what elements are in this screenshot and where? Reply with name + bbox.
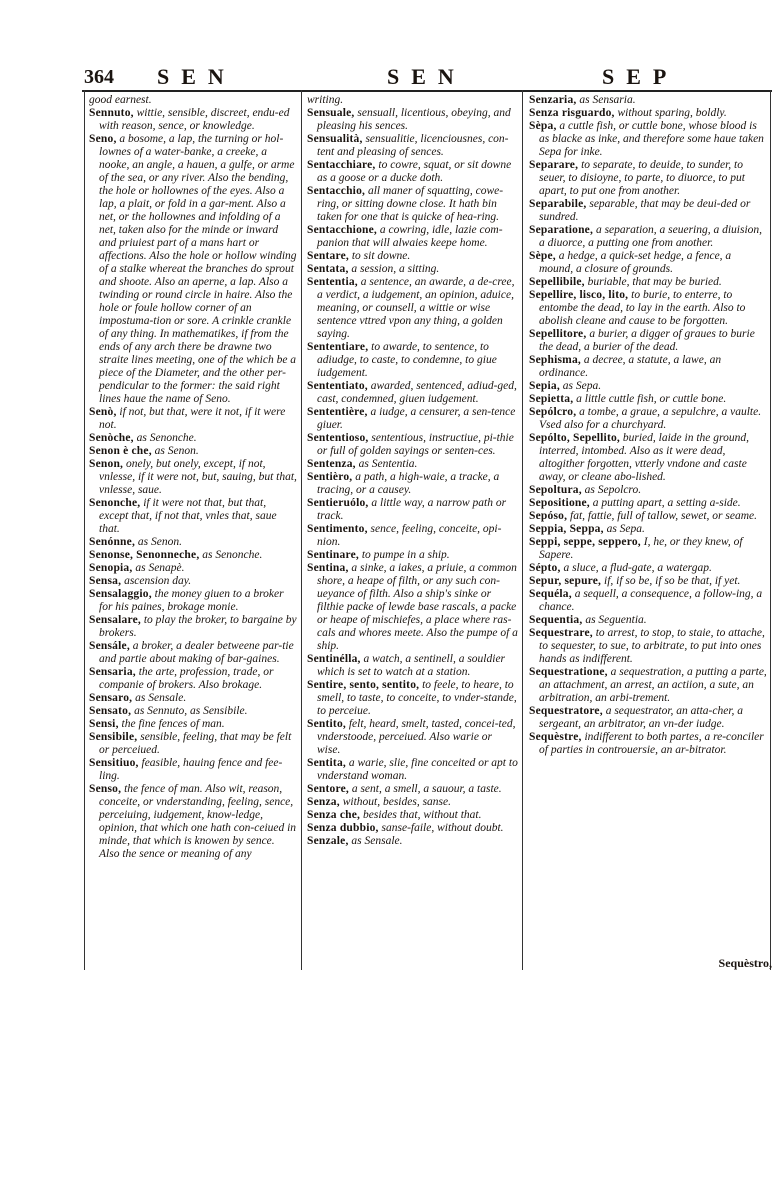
entry-definition: sensible, feeling, that may be felt or perceiued. (99, 731, 292, 756)
entry-definition: sence, feeling, conceite, opi-nion. (317, 523, 502, 548)
entry-definition: as Senon. (135, 536, 182, 548)
entry-definition: to play the broker, to bargaine by brokers. (99, 614, 297, 639)
entry-headword: Sequestratione, (529, 666, 608, 678)
entry-headword: Sensále, (89, 640, 130, 652)
dictionary-entry (529, 354, 767, 380)
dictionary-entry (89, 536, 297, 549)
entry-definition: a little way, a narrow path or track. (317, 497, 507, 522)
entry-headword: Sequèstre, (529, 731, 582, 743)
dictionary-entry (529, 406, 767, 432)
dictionary-entry (89, 575, 297, 588)
dictionary-entry (89, 133, 297, 406)
entry-definition: I, he, or they knew, of Sapere. (539, 536, 743, 561)
dictionary-entry (529, 289, 767, 328)
running-head-right: SEP (602, 64, 679, 89)
dictionary-entry (307, 653, 518, 679)
entry-headword: Senon, (89, 458, 124, 470)
entry-headword: Sententioso, (307, 432, 369, 444)
entry-headword: Sèpe, (529, 250, 556, 262)
entry-definition: as Sententia. (355, 458, 418, 470)
entry-definition: as Senapè. (132, 562, 185, 574)
entry-definition: a sinke, a iakes, a priuie, a common shore, a heape of filth, or any such con-ueyance of filth. Also a ship's sinke or filthie packe of lewde base rascals, a packe or heape of mischiefes, a place where ras-cals and whores meete. Also the pumpe of a ship. (317, 562, 518, 652)
dictionary-entry (529, 276, 767, 289)
dictionary-entry (307, 224, 518, 250)
entry-headword: Senza dubbio, (307, 822, 379, 834)
entry-headword: Sentare, (307, 250, 349, 262)
entry-definition: a iudge, a censurer, a sen-tence giuer. (317, 406, 516, 431)
entry-definition: the arte, profession, trade, or companie of brokers. Also brokage. (99, 666, 274, 691)
dictionary-entry (89, 562, 297, 575)
entry-definition: a sequestrator, an atta-cher, a sergeant, an arbitrator, an vn-der iudge. (539, 705, 744, 730)
dictionary-entry (529, 588, 767, 614)
dictionary-entry (89, 406, 297, 432)
dictionary-entry (89, 718, 297, 731)
entry-definition: if not, but that, were it not, if it were not. (99, 406, 286, 431)
entry-definition: as Senonche. (199, 549, 263, 561)
entry-headword: Sepia, (529, 380, 560, 392)
dictionary-entry (529, 159, 767, 198)
entry-definition: a cowring, idle, lazie com-panion that will alwaies keepe home. (317, 224, 503, 249)
column-rule-left (84, 90, 85, 970)
entry-headword: Sepoltura, (529, 484, 582, 496)
entry-definition: buriable, that may be buried. (584, 276, 722, 288)
dictionary-entry (307, 458, 518, 471)
entry-definition: sensualitie, licenciousnes, con-tent and pleasing of sences. (317, 133, 509, 158)
column-2 (307, 94, 518, 848)
entry-definition: as Sensale. (132, 692, 187, 704)
entry-headword: Sephisma, (529, 354, 581, 366)
entry-headword: Sentacchio, (307, 185, 366, 197)
entry-headword: Separabile, (529, 198, 587, 210)
dictionary-entry (307, 523, 518, 549)
entry-headword: Sentenza, (307, 458, 356, 470)
entry-headword: Senso, (89, 783, 122, 795)
entry-headword: Sequéla, (529, 588, 572, 600)
entry-definition: a warie, slie, fine conceited or apt to vnderstand woman. (317, 757, 518, 782)
entry-headword: Sentacchione, (307, 224, 377, 236)
catchword: Sequèstro, (718, 956, 772, 970)
dictionary-entry (529, 224, 767, 250)
entry-headword: Sentimento, (307, 523, 368, 535)
entry-headword: Senon è che, (89, 445, 152, 457)
entry-definition: wittie, sensible, discreet, endu-ed with reason, sence, or knowledge. (99, 107, 290, 132)
dictionary-page (82, 60, 772, 1020)
dictionary-entry (89, 549, 297, 562)
entry-definition: a sentence, an awarde, a de-cree, a verdict, a iudgement, an opinion, aduice, meaning, or counsell, a wittie or wise sentence vttred vpon any thing, a golden saying. (317, 276, 515, 340)
entry-headword: Sensaro, (89, 692, 133, 704)
entry-definition: a sluce, a flud-gate, a watergap. (560, 562, 712, 574)
dictionary-entry (89, 731, 297, 757)
entry-headword: Sentièro, (307, 471, 353, 483)
entry-headword: Sentinare, (307, 549, 359, 561)
entry-headword: Sensaria, (89, 666, 136, 678)
dictionary-entry (89, 640, 297, 666)
entry-definition: the fine fences of man. (118, 718, 225, 730)
entry-headword: Senopia, (89, 562, 133, 574)
entry-headword: Sépto, (529, 562, 561, 574)
entry-headword: Seppia, Seppa, (529, 523, 604, 535)
entry-definition: awarded, sentenced, adiud-ged, cast, condemned, giuen iudgement. (317, 380, 517, 405)
entry-definition: a sequestration, a putting a parte, an attachment, an arrest, an actiion, a sute, an arbitration, an arbi-trement. (539, 666, 767, 704)
entry-definition: felt, heard, smelt, tasted, concei-ted, vnderstoode, perceiued. Also warie or wise. (317, 718, 516, 756)
entry-headword: Sensa, (89, 575, 122, 587)
entry-definition: good earnest. (89, 94, 152, 106)
entry-headword: Sepólcro, (529, 406, 577, 418)
dictionary-entry (529, 523, 767, 536)
dictionary-entry (529, 575, 767, 588)
dictionary-entry (529, 562, 767, 575)
entry-headword: Sepietta, (529, 393, 574, 405)
entry-definition: the fence of man. Also wit, reason, conceite, or vnderstanding, feeling, sence, perceiuing, iudgement, know-ledge, opinion, that which one hath con-ceiued in minde, that which is knowen by sence. Also the sence or meaning of any (99, 783, 297, 860)
column-rule-1 (301, 90, 302, 970)
entry-definition: a decree, a statute, a lawe, an ordinance. (539, 354, 722, 379)
page-number: 364 (84, 66, 114, 88)
dictionary-entry (307, 835, 518, 848)
entry-headword: Sententiato, (307, 380, 368, 392)
dictionary-entry (529, 250, 767, 276)
entry-headword: Sentire, sento, sentito, (307, 679, 420, 691)
dictionary-entry (529, 432, 767, 484)
entry-headword: Sequentia, (529, 614, 583, 626)
dictionary-entry (307, 497, 518, 523)
dictionary-entry (529, 614, 767, 627)
entry-definition: buried, laide in the ground, interred, intombed. Also as it were dead, altogither forgotten, vtterly vndone and caste away, or cleane abo-lished. (539, 432, 749, 483)
entry-headword: Sensato, (89, 705, 132, 717)
dictionary-entry (307, 380, 518, 406)
dictionary-entry (89, 432, 297, 445)
header-rule (82, 90, 772, 92)
entry-definition: to burie, to enterre, to entombe the dead, to lay in the earth. Also to abolish cleane and cause to be forgotten. (539, 289, 746, 327)
entry-headword: Senza, (307, 796, 340, 808)
entry-definition: to pumpe in a ship. (358, 549, 450, 561)
entry-headword: Sepur, sepure, (529, 575, 602, 587)
dictionary-entry (307, 549, 518, 562)
dictionary-entry (529, 497, 767, 510)
entry-headword: Sensitiuo, (89, 757, 139, 769)
dictionary-entry (89, 757, 297, 783)
entry-definition: a separation, a seuering, a diuision, a diuorce, a putting one from another. (539, 224, 763, 249)
entry-headword: Sensi, (89, 718, 119, 730)
entry-headword: Sensuale, (307, 107, 355, 119)
entry-definition: besides that, without that. (360, 809, 482, 821)
entry-headword: Sensalare, (89, 614, 141, 626)
entry-headword: Sepellitore, (529, 328, 587, 340)
entry-definition: as Sennuto, as Sensibile. (131, 705, 248, 717)
dictionary-entry (307, 276, 518, 341)
dictionary-entry (529, 120, 767, 159)
dictionary-entry (529, 510, 767, 523)
dictionary-entry (307, 185, 518, 224)
entry-definition: as Sensale. (348, 835, 403, 847)
entry-definition: as Senonche. (133, 432, 197, 444)
dictionary-entry (307, 263, 518, 276)
entry-definition: onely, but onely, except, if not, vnlesse, if it were not, but, sauing, but that, vnlesse, saue. (99, 458, 297, 496)
running-head-center: SEN (387, 64, 466, 89)
dictionary-entry (307, 133, 518, 159)
entry-definition: to cowre, squat, or sit downe as a goose or a ducke doth. (317, 159, 512, 184)
entry-definition: a burier, a digger of graues to burie the dead, a burier of the dead. (539, 328, 755, 353)
entry-headword: Senonse, Senonneche, (89, 549, 200, 561)
entry-definition: a sent, a smell, a sauour, a taste. (348, 783, 502, 795)
entry-definition: a session, a sitting. (348, 263, 440, 275)
entry-headword: Sepositione, (529, 497, 590, 509)
entry-headword: Seno, (89, 133, 117, 145)
entry-headword: Sennuto, (89, 107, 134, 119)
entry-headword: Sentore, (307, 783, 349, 795)
entry-headword: Sensualità, (307, 133, 363, 145)
column-rule-2 (522, 90, 523, 970)
dictionary-entry (529, 484, 767, 497)
dictionary-entry (529, 380, 767, 393)
dictionary-entry (89, 445, 297, 458)
dictionary-entry (307, 250, 518, 263)
entry-headword: Sentacchiare, (307, 159, 376, 171)
entry-definition: separable, that may be deui-ded or sundred. (539, 198, 751, 223)
dictionary-entry (307, 783, 518, 796)
dictionary-entry (307, 94, 518, 107)
dictionary-entry (89, 458, 297, 497)
entry-definition: sanse-faile, without doubt. (378, 822, 504, 834)
entry-headword: Senza che, (307, 809, 361, 821)
entry-definition: sensuall, licentious, obeying, and pleasing his sences. (317, 107, 511, 132)
entry-definition: a cuttle fish, or cuttle bone, whose blood is as blacke as inke, and therefore some haue taken Sepa for inke. (539, 120, 764, 158)
dictionary-entry (529, 328, 767, 354)
entry-definition: without sparing, boldly. (614, 107, 727, 119)
entry-definition: to sit downe. (348, 250, 411, 262)
entry-headword: Sepóso, (529, 510, 568, 522)
entry-definition: if, if so be, if so be that, if yet. (601, 575, 741, 587)
entry-definition: a little cuttle fish, or cuttle bone. (573, 393, 727, 405)
entry-definition: as Senon. (151, 445, 199, 457)
entry-definition: a broker, a dealer betweene par-tie and partie about making of bar-gaines. (99, 640, 294, 665)
dictionary-entry (529, 536, 767, 562)
page-header (82, 60, 772, 92)
entry-definition: all maner of squatting, cowe-ring, or sitting downe close. It hath bin taken for one that is quicke of hea-ring. (317, 185, 504, 223)
entry-headword: Senónne, (89, 536, 136, 548)
entry-definition: as Sepolcro. (581, 484, 642, 496)
entry-headword: Sententia, (307, 276, 358, 288)
entry-headword: Senòche, (89, 432, 134, 444)
entry-headword: Separare, (529, 159, 579, 171)
column-3 (529, 94, 767, 757)
dictionary-entry (307, 679, 518, 718)
entry-headword: Sequestratore, (529, 705, 603, 717)
dictionary-entry (307, 471, 518, 497)
entry-definition: writing. (307, 94, 344, 106)
entry-definition: fat, fattie, full of tallow, sewet, or seame. (567, 510, 758, 522)
entry-definition: to arrest, to stop, to staie, to attache, to sequester, to sue, to arbitrate, to put into ones hands as indifferent. (539, 627, 765, 665)
dictionary-entry (89, 107, 297, 133)
dictionary-entry (307, 406, 518, 432)
entry-definition: a path, a high-waie, a tracke, a tracing, or a causey. (317, 471, 500, 496)
entry-definition: sententious, instructiue, pi-thie or full of golden sayings or senten-ces. (317, 432, 514, 457)
entry-headword: Sentito, (307, 718, 346, 730)
dictionary-entry (307, 159, 518, 185)
entry-headword: Sentina, (307, 562, 349, 574)
entry-headword: Sepellibile, (529, 276, 585, 288)
entry-definition: a watch, a sentinell, a souldier which is set to watch at a station. (317, 653, 506, 678)
entry-headword: Sententière, (307, 406, 368, 418)
dictionary-entry (529, 198, 767, 224)
dictionary-entry (89, 588, 297, 614)
dictionary-entry (529, 627, 767, 666)
entry-headword: Sequestrare, (529, 627, 593, 639)
entry-headword: Sensalaggio, (89, 588, 152, 600)
entry-definition: as Sensaria. (576, 94, 636, 106)
dictionary-entry (529, 94, 767, 107)
dictionary-entry (529, 666, 767, 705)
dictionary-entry (307, 822, 518, 835)
entry-headword: Seppi, seppe, seppero, (529, 536, 641, 548)
entry-headword: Sensibile, (89, 731, 138, 743)
entry-definition: a sequell, a consequence, a follow-ing, a chance. (539, 588, 763, 613)
entry-headword: Sèpa, (529, 120, 557, 132)
dictionary-entry (307, 809, 518, 822)
column-1 (89, 94, 297, 861)
dictionary-entry (89, 614, 297, 640)
running-head-left: SEN (157, 64, 236, 89)
entry-headword: Sentieruólo, (307, 497, 369, 509)
entry-headword: Senza risguardo, (529, 107, 615, 119)
entry-definition: a tombe, a graue, a sepulchre, a vaulte. Vsed also for a churchyard. (539, 406, 762, 431)
dictionary-entry (89, 497, 297, 536)
entry-headword: Senzale, (307, 835, 349, 847)
dictionary-entry (307, 562, 518, 653)
entry-definition: the money giuen to a broker for his paines, brokage monie. (99, 588, 284, 613)
entry-definition: indifferent to both partes, a re-conciler of parties in controuersie, an ar-bitrator. (539, 731, 764, 756)
entry-definition: feasible, hauing fence and fee-ling. (99, 757, 283, 782)
entry-headword: Separatione, (529, 224, 594, 236)
column-rule-right (770, 90, 771, 970)
dictionary-entry (89, 692, 297, 705)
dictionary-entry (307, 757, 518, 783)
entry-definition: to feele, to heare, to smell, to taste, to conceite, to vnder-stande, to perceiue. (317, 679, 517, 717)
dictionary-entry (529, 731, 767, 757)
entry-definition: a hedge, a quick-set hedge, a fence, a mound, a closure of grounds. (539, 250, 732, 275)
entry-definition: as Seguentia. (582, 614, 647, 626)
entry-definition: ascension day. (121, 575, 192, 587)
entry-definition: as Sepa. (603, 523, 645, 535)
entry-headword: Sepellire, lisco, lito, (529, 289, 629, 301)
entry-headword: Sentita, (307, 757, 346, 769)
entry-definition: without, besides, sanse. (339, 796, 451, 808)
dictionary-entry (89, 666, 297, 692)
dictionary-entry (307, 107, 518, 133)
entry-definition: as Sepa. (559, 380, 602, 392)
entry-definition: if it were not that, but that, except that, if not that, vnles that, saue that. (99, 497, 277, 535)
dictionary-entry (89, 783, 297, 861)
dictionary-entry (307, 796, 518, 809)
dictionary-entry (89, 94, 297, 107)
entry-headword: Sentinélla, (307, 653, 361, 665)
entry-headword: Sentata, (307, 263, 349, 275)
dictionary-entry (307, 341, 518, 380)
dictionary-entry (529, 393, 767, 406)
dictionary-entry (89, 705, 297, 718)
dictionary-entry (307, 718, 518, 757)
dictionary-entry (529, 705, 767, 731)
entry-definition: to awarde, to sentence, to adiudge, to caste, to condemne, to giue iudgement. (317, 341, 497, 379)
entry-definition: to separate, to deuide, to sunder, to seuer, to disioyne, to parte, to diuorce, to put apart, to put one from another. (539, 159, 745, 197)
entry-definition: a putting apart, a setting a-side. (589, 497, 741, 509)
entry-headword: Sententiare, (307, 341, 369, 353)
entry-headword: Senonche, (89, 497, 141, 509)
dictionary-entry (307, 432, 518, 458)
entry-headword: Senò, (89, 406, 117, 418)
entry-definition: a bosome, a lap, the turning or hol-lownes of a water-banke, a creeke, a nooke, an angle, a hauen, a gulfe, or arme of the sea, or any river. Also the bending, the hole or hollownes of the eyes. Also a lap, a plait, or fold in a gar-ment. Also a net, or the hollownes and infolding of a net, taken also for the minde or inward and priuiest part of a mans hart or affections. Also the hole or hollow winding of a stalke whereat the branches do sprout and shoote. Also an aperne, a lap. Also a twinding or round circle in haire. Also the hole or foule hollow corner of an impostuma-tion or sore. A crinkle crankle of any thing. In mathematikes, if from the ends of any arch there be drawne two straite lines meeting, one of the which be a piece of the Diameter, and the other per-pendicular to the former: the said right lines haue the name of Seno. (99, 133, 297, 405)
dictionary-entry (529, 107, 767, 120)
entry-headword: Senzaria, (529, 94, 577, 106)
entry-headword: Sepólto, Sepellito, (529, 432, 621, 444)
